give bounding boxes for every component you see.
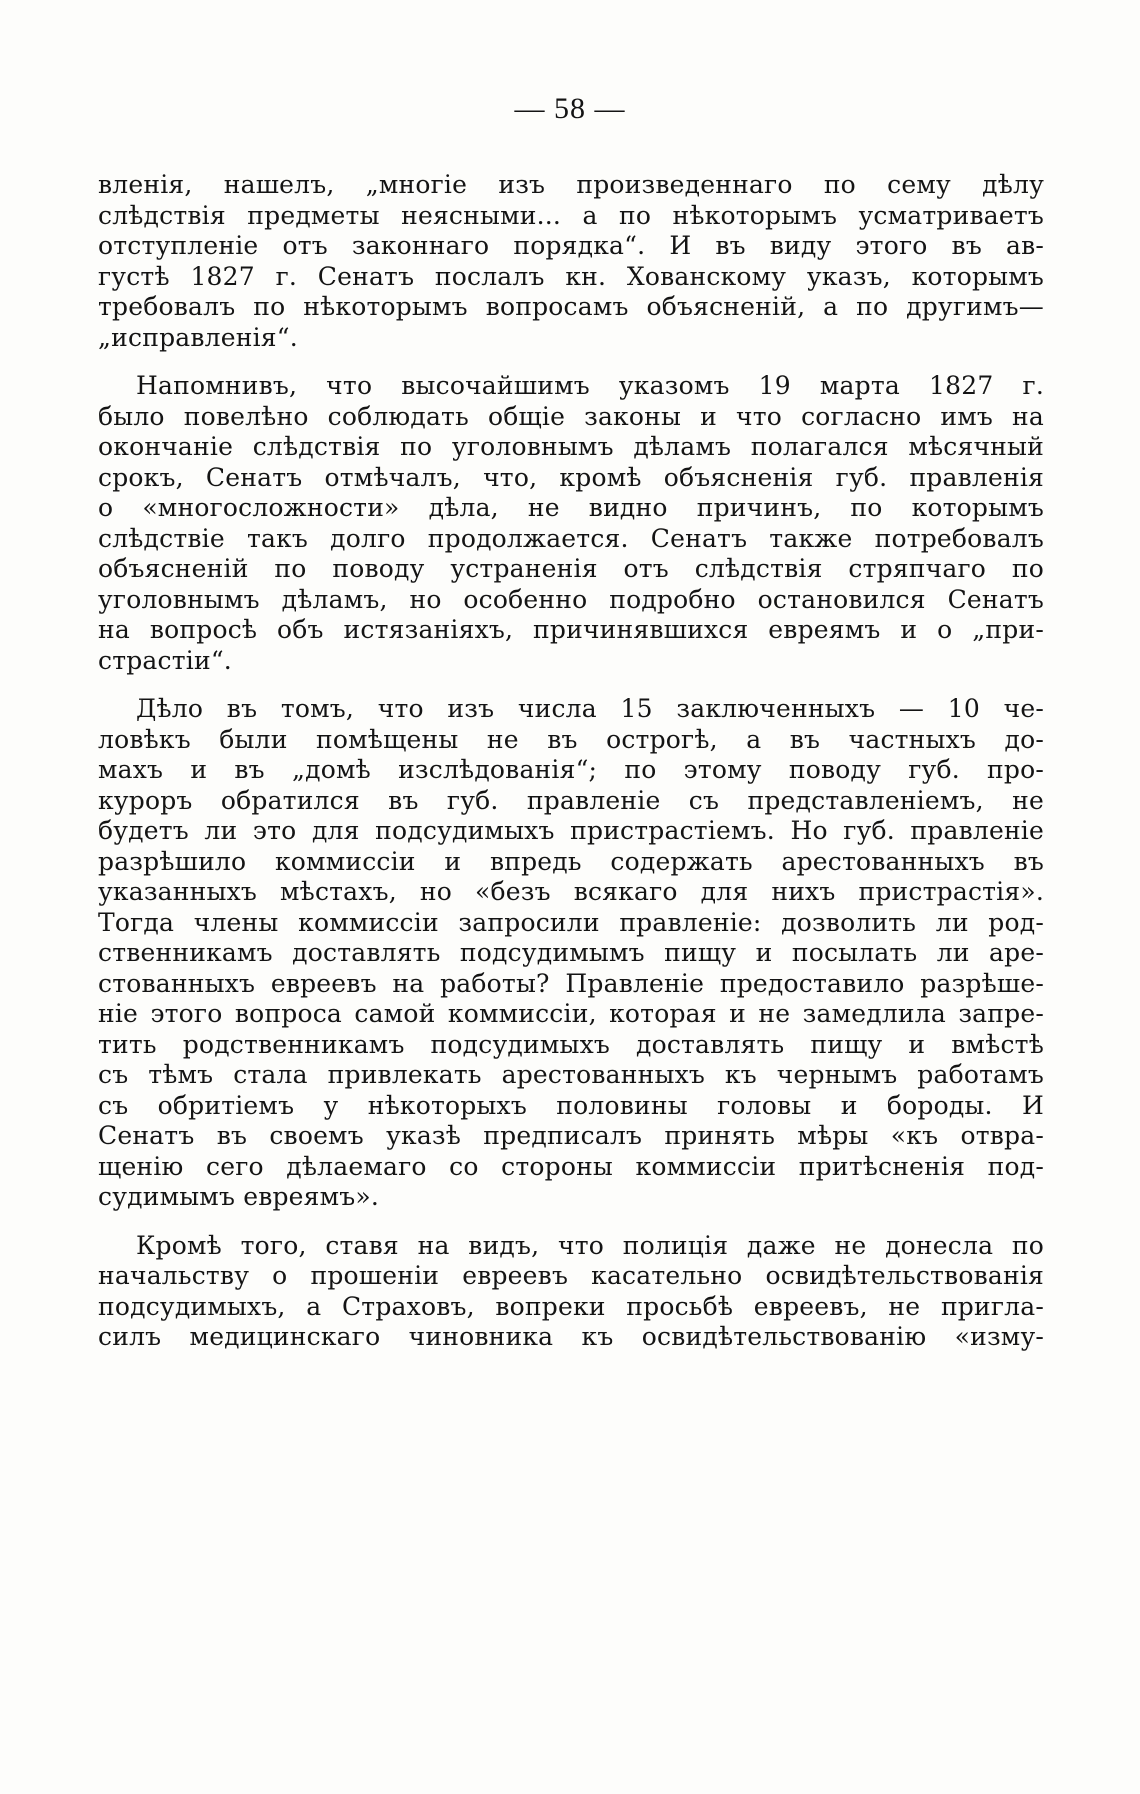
text-line: слѣдствія предметы неясными... а по нѣкоторымъ усматриваетъ bbox=[98, 200, 1044, 230]
text-line: вленія, нашелъ, „многіе изъ произведеннаго по сему дѣлу bbox=[98, 170, 1044, 199]
paragraph-3 bbox=[98, 694, 1044, 1213]
text-line: будетъ ли это для подсудимыхъ пристрастіемъ. Но губ. правленіе bbox=[98, 816, 1044, 845]
text-line: тить родственникамъ подсудимыхъ доставлять пищу и вмѣстѣ bbox=[98, 1029, 1044, 1059]
text-line: страстіи“. bbox=[98, 645, 232, 675]
text-line: объясненій по поводу устраненія отъ слѣдствія стряпчаго по bbox=[98, 554, 1044, 583]
text-line: указанныхъ мѣстахъ, но «безъ всякаго для нихъ пристрастія». bbox=[98, 877, 1044, 906]
text-line: махъ и въ „домѣ изслѣдованія“; по этому поводу губ. про- bbox=[98, 755, 1044, 784]
text-line: ловѣкъ были помѣщены не въ острогѣ, а въ частныхъ до- bbox=[98, 724, 1044, 754]
text-line: „исправленія“. bbox=[98, 322, 298, 352]
text-line: было повелѣно соблюдать общіе законы и что согласно имъ на bbox=[98, 401, 1044, 431]
page-number: — 58 — bbox=[514, 92, 626, 125]
text-line: окончаніе слѣдствія по уголовнымъ дѣламъ полагался мѣсячный bbox=[98, 432, 1044, 461]
text-line: щенію сего дѣлаемаго со стороны коммиссіи притѣсненія под- bbox=[98, 1151, 1044, 1181]
text-line: о «многосложности» дѣла, не видно причинъ, по которымъ bbox=[98, 493, 1044, 522]
text-line: уголовнымъ дѣламъ, но особенно подробно остановился Сенатъ bbox=[98, 584, 1044, 614]
text-line: съ обритіемъ у нѣкоторыхъ половины головы и бороды. И bbox=[98, 1090, 1044, 1120]
body-text bbox=[98, 170, 1044, 1353]
text-line: густѣ 1827 г. Сенатъ послалъ кн. Хованскому указъ, которымъ bbox=[98, 261, 1044, 291]
text-line: на вопросѣ объ истязаніяхъ, причинявшихся евреямъ и о „при- bbox=[98, 615, 1044, 644]
text-line: требовалъ по нѣкоторымъ вопросамъ объясненій, а по другимъ— bbox=[98, 292, 1044, 321]
text-line: Дѣло въ томъ, что изъ числа 15 заключенныхъ — 10 че- bbox=[136, 694, 1044, 723]
text-line: стованныхъ евреевъ на работы? Правленіе предоставило разрѣше- bbox=[98, 968, 1044, 998]
paragraph-1 bbox=[98, 170, 1044, 353]
text-line: ственникамъ доставлять подсудимымъ пищу и посылать ли аре- bbox=[98, 938, 1044, 967]
text-line: начальству о прошеніи евреевъ касательно освидѣтельствованія bbox=[98, 1261, 1044, 1290]
text-line: судимымъ евреямъ». bbox=[98, 1182, 380, 1211]
text-line: Сенатъ въ своемъ указѣ предписалъ принять мѣры «къ отвра- bbox=[98, 1121, 1044, 1150]
paragraph-2 bbox=[98, 371, 1044, 676]
text-line: съ тѣмъ стала привлекать арестованныхъ къ чернымъ работамъ bbox=[98, 1060, 1044, 1089]
text-line: силъ медицинскаго чиновника къ освидѣтельствованію «изму- bbox=[98, 1322, 1044, 1351]
text-line: Тогда члены коммиссіи запросили правленіе: дозволить ли род- bbox=[98, 907, 1044, 937]
text-line: подсудимыхъ, а Страховъ, вопреки просьбѣ евреевъ, не пригла- bbox=[98, 1291, 1044, 1321]
text-line: куроръ обратился въ губ. правленіе съ представленіемъ, не bbox=[98, 785, 1044, 815]
text-line: Напомнивъ, что высочайшимъ указомъ 19 марта 1827 г. bbox=[136, 371, 1044, 400]
text-line: разрѣшило коммиссіи и впредь содержать арестованныхъ въ bbox=[98, 846, 1044, 876]
text-line: срокъ, Сенатъ отмѣчалъ, что, кромѣ объясненія губ. правленія bbox=[98, 462, 1044, 492]
text-line: отступленіе отъ законнаго порядка“. И въ виду этого въ ав- bbox=[98, 231, 1044, 260]
paragraph-4 bbox=[98, 1231, 1044, 1353]
text-line: слѣдствіе такъ долго продолжается. Сенатъ также потребовалъ bbox=[98, 523, 1044, 553]
text-line: ніе этого вопроса самой коммиссіи, которая и не замедлила запре- bbox=[98, 999, 1044, 1028]
text-line: Кромѣ того, ставя на видъ, что полиція даже не донесла по bbox=[136, 1230, 1044, 1260]
